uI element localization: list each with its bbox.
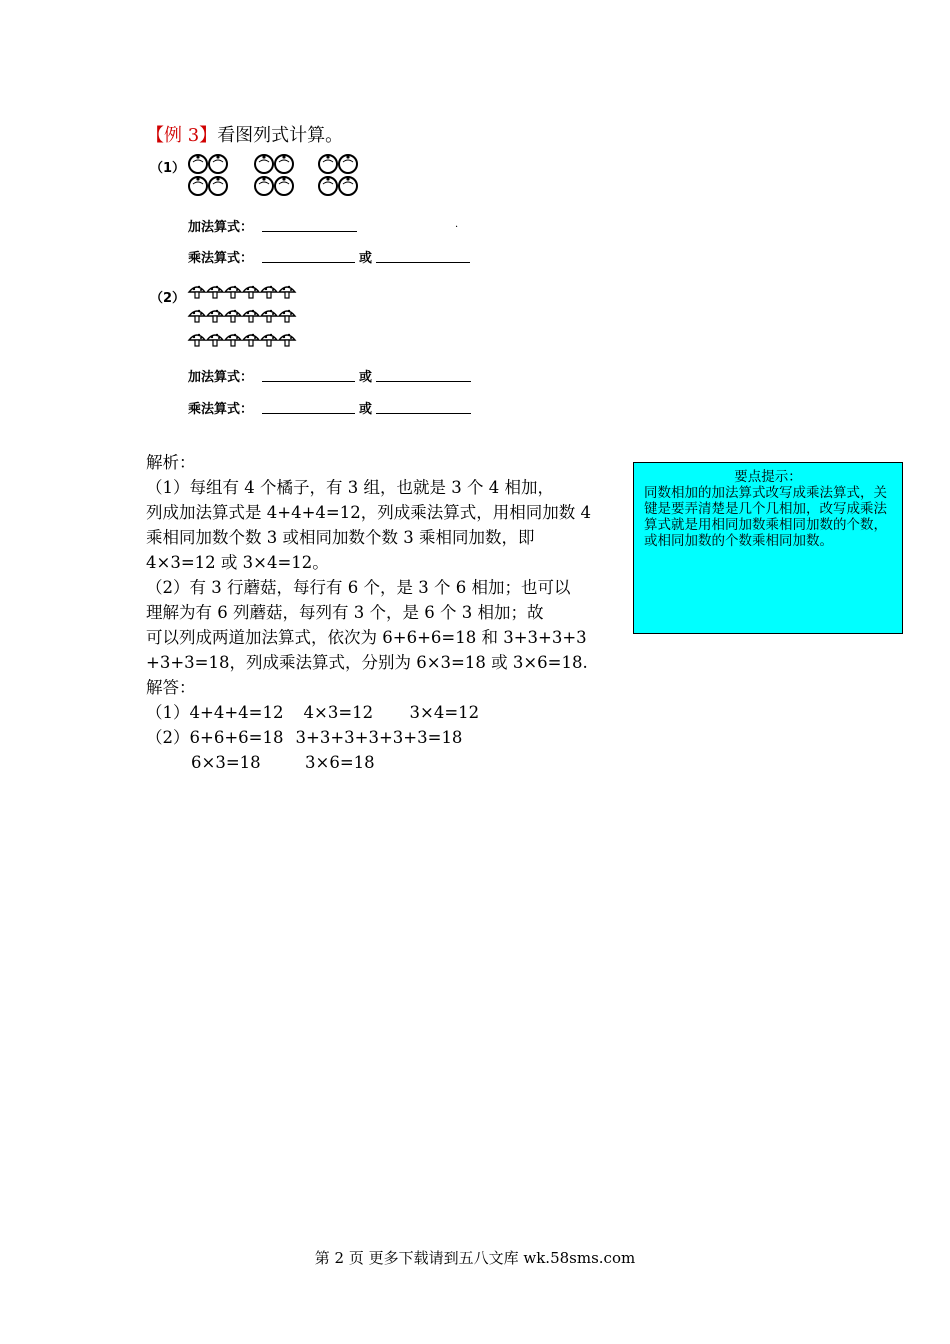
- orange-icon-group: [186, 152, 366, 198]
- figure-part2-number: （2）: [150, 291, 186, 306]
- answer-item: 3×4=12: [409, 703, 480, 722]
- analysis-line: 可以列成两道加法算式，依次为 6+6+6=18 和 3+3+3+3: [146, 628, 587, 647]
- part2-mul-or: 或: [359, 402, 373, 417]
- part2-mul-label: 乘法算式：: [188, 402, 254, 417]
- mushroom-icon-group: [186, 280, 306, 352]
- answer-prefix: （1）: [146, 703, 190, 722]
- analysis-line: 乘相同加数个数 3 或相同加数个数 3 乘相同加数，即: [146, 528, 535, 547]
- analysis-section: [146, 450, 591, 775]
- part2-add-blank-1: [262, 381, 355, 382]
- part2-add-or: 或: [359, 370, 373, 385]
- answer-heading: 解答：: [146, 678, 196, 697]
- analysis-heading: 解析：: [146, 453, 196, 472]
- part1-mul-blank-2: [376, 262, 470, 263]
- analysis-line: （2）有 3 行蘑菇，每行有 6 个，是 3 个 6 相加；也可以: [146, 578, 571, 597]
- analysis-line: （1）每组有 4 个橘子，有 3 组，也就是 3 个 4 相加，: [146, 478, 554, 497]
- part1-add-label: 加法算式：: [188, 220, 254, 235]
- part2-add-label: 加法算式：: [188, 370, 254, 385]
- part1-mul-label: 乘法算式：: [188, 251, 254, 266]
- part1-or: 或: [359, 251, 373, 266]
- analysis-line: 4×3=12 或 3×4=12。: [146, 553, 329, 572]
- mushroom-icon: [189, 286, 295, 346]
- example-title: [146, 124, 343, 148]
- part1-add-blank: [262, 231, 357, 232]
- answer-item: 3×6=18: [305, 753, 375, 772]
- figure-part1-number: （1）: [150, 161, 186, 176]
- answer-row-1: [146, 700, 591, 725]
- analysis-line: 理解为有 6 列蘑菇，每列有 3 个，是 6 个 3 相加；故: [146, 603, 544, 622]
- tip-body: 同数相加的加法算式改写成乘法算式，关键是要弄清楚是几个几相加，改写成乘法算式就是用相同加数乘相同加数的个数，或相同加数的个数乘相同加数。: [644, 485, 887, 549]
- part2-mul-blank-2: [376, 413, 471, 414]
- tip-box: [633, 462, 903, 634]
- orange-icon: [189, 155, 227, 195]
- part2-add-blank-2: [376, 381, 471, 382]
- orange-icon: [255, 155, 293, 195]
- answer-row-3: [146, 750, 591, 775]
- answer-item: 3+3+3+3+3+3=18: [295, 728, 463, 747]
- orange-icon: [319, 155, 357, 195]
- dot-mark: ·: [455, 222, 459, 233]
- answer-item: 4+4+4=12: [189, 703, 284, 722]
- answer-row-2: [146, 725, 591, 750]
- page-footer: 第 2 页 更多下载请到五八文库 wk.58sms.com: [314, 1249, 636, 1267]
- part1-mul-blank-1: [262, 262, 355, 263]
- example-tag: 【例 3】: [146, 125, 218, 146]
- analysis-line: 列成加法算式是 4+4+4=12，列成乘法算式，用相同加数 4: [146, 503, 591, 522]
- answer-item: 6×3=18: [191, 753, 261, 772]
- part2-mul-blank-1: [262, 413, 355, 414]
- answer-item: 4×3=12: [303, 703, 374, 722]
- answer-item: 6+6+6=18: [189, 728, 284, 747]
- answer-prefix: （2）: [146, 728, 190, 747]
- analysis-line: +3+3=18，列成乘法算式，分别为 6×3=18 或 3×6=18.: [146, 653, 588, 672]
- tip-title: 要点提示：: [734, 469, 802, 485]
- example-title-text: 看图列式计算。: [217, 125, 344, 146]
